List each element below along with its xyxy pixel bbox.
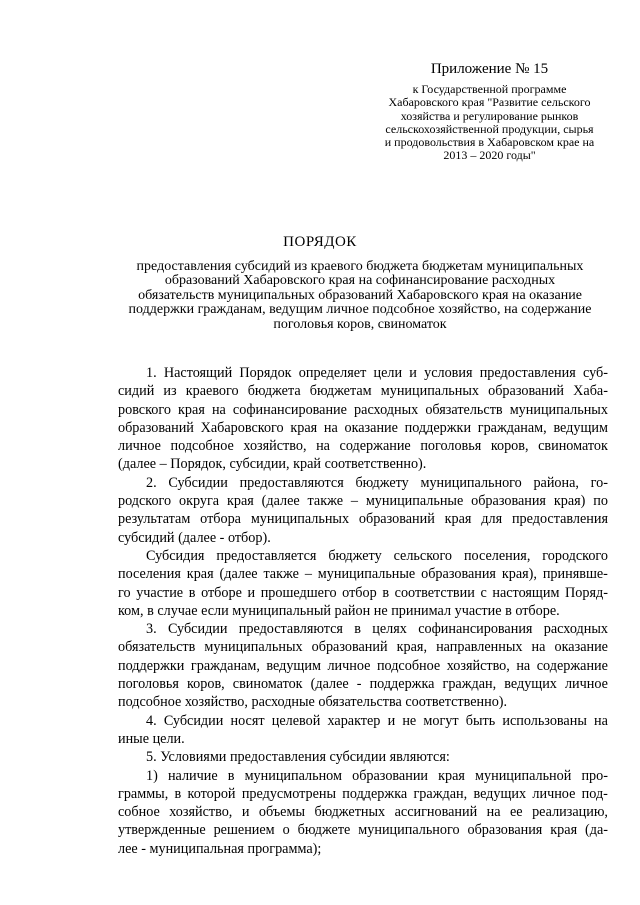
body-line: утвержденные решением о бюджете муниципального образования края (да-: [118, 822, 608, 839]
body-line: субсидий (далее - отбор).: [118, 529, 271, 546]
body-line: иные цели.: [118, 730, 185, 747]
body-line: поголовья коров, свиноматок (далее - поддержка граждан, ведущих личное: [118, 676, 608, 693]
subtitle-line: образований Хабаровского края на софинансирование расходных: [164, 273, 556, 289]
body-line: 4. Субсидии носят целевой характер и не могут быть использованы на: [146, 712, 608, 729]
appendix-line: 2013 – 2020 годы": [443, 148, 536, 163]
body-line: 5. Условиями предоставления субсидии являются:: [146, 749, 450, 766]
appendix-line: к Государственной программе: [412, 82, 567, 96]
appendix-title: Приложение № 15: [430, 61, 549, 77]
body-line: 3. Субсидии предоставляются в целях софинансирования расходных: [146, 621, 608, 638]
subtitle-line: поддержки гражданам, ведущим личное подсобное хозяйство, на содержание: [128, 302, 592, 318]
body-line: поддержки гражданам, ведущим личное подсобное хозяйство, на содержание: [118, 657, 608, 674]
body-line: 2. Субсидии предоставляются бюджету муниципального района, го-: [146, 474, 608, 491]
document-title: ПОРЯДОК: [283, 234, 357, 250]
body-line: результатам отбора муниципальных образований края для предоставления: [118, 511, 608, 528]
appendix-line: Хабаровского края "Развитие сельского: [388, 95, 591, 110]
appendix-line: хозяйства и регулирование рынков: [400, 108, 579, 123]
body-line: родского округа края (далее также – муниципальные образования края) по: [118, 493, 608, 510]
document-body: [118, 364, 608, 858]
body-line: личное подсобное хозяйство, на содержание поголовья коров, свиноматок: [118, 438, 608, 455]
appendix-line: и продовольствия в Хабаровском крае на: [384, 135, 595, 150]
body-line: (далее – Порядок, субсидии, край соответственно).: [118, 456, 427, 473]
subtitle-line: поголовья коров, свиноматок: [273, 316, 447, 332]
body-line: сидий из краевого бюджета бюджетам муниципальных образований Хаба-: [118, 383, 608, 400]
body-line: обязательств муниципальных образований края, направленных на оказание: [118, 639, 608, 656]
body-line: 1. Настоящий Порядок определяет цели и условия предоставления суб-: [146, 365, 608, 381]
subtitle-line: предоставления субсидий из краевого бюджета бюджетам муниципальных: [136, 259, 584, 274]
body-line: ровского края на софинансирование расходных обязательств муниципальных: [118, 401, 608, 418]
appendix-header: [372, 60, 607, 163]
body-line: лее - муниципальная программа);: [118, 840, 322, 857]
body-line: образований Хабаровского края на оказание поддержки гражданам, ведущим: [118, 419, 608, 436]
body-line: поселения края (далее также – муниципальные образования края), принявше-: [118, 566, 608, 583]
body-line: 1) наличие в муниципальном образовании края муниципальной про-: [146, 767, 608, 784]
document-subtitle: [90, 260, 630, 332]
appendix-line: сельскохозяйственной продукции, сырья: [385, 121, 594, 136]
body-line: ком, в случае если муниципальный район не принимал участие в отборе.: [118, 602, 560, 619]
body-line: граммы, в которой предусмотрены поддержка граждан, ведущих личное под-: [118, 785, 608, 802]
body-line: Субсидия предоставляется бюджету сельского поселения, городского: [146, 547, 608, 564]
body-line: го участие в отборе и прошедшего отбор в соответствии с настоящим Поряд-: [118, 584, 608, 601]
subtitle-line: обязательств муниципальных образований Хабаровского края на оказание: [138, 287, 582, 303]
body-line: подсобное хозяйство, расходные обязательства соответственно).: [118, 694, 508, 711]
body-line: собное хозяйство, и объемы бюджетных ассигнований на ее реализацию,: [118, 804, 608, 821]
